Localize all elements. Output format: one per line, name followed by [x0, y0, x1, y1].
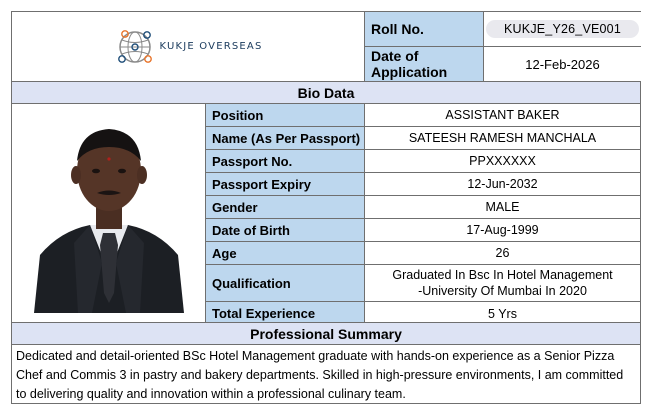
divider [12, 81, 640, 82]
divider [12, 322, 640, 323]
date-value: 12-Feb-2026 [484, 47, 641, 81]
photo-cell [12, 104, 205, 322]
qualification-line: -University Of Mumbai In 2020 [418, 284, 587, 298]
field-label: Passport No. [206, 150, 364, 172]
field-label: Position [206, 104, 364, 126]
field-value: 12-Jun-2032 [365, 173, 640, 195]
qualification-line: Graduated In Bsc In Hotel Management [392, 268, 613, 282]
field-label: Gender [206, 196, 364, 218]
field-value: SATEESH RAMESH MANCHALA [365, 127, 640, 149]
globe-logo-icon [114, 26, 156, 68]
logo-area [12, 12, 365, 81]
divider [364, 103, 365, 323]
divider [483, 12, 484, 82]
field-label: Total Experience [206, 302, 364, 325]
summary-title: Professional Summary [12, 323, 640, 344]
roll-value-cell [484, 12, 641, 46]
divider [364, 12, 365, 82]
field-value: 17-Aug-1999 [365, 219, 640, 241]
field-label: Name (As Per Passport) [206, 127, 364, 149]
field-value: MALE [365, 196, 640, 218]
divider [12, 103, 640, 104]
field-value: PPXXXXXX [365, 150, 640, 172]
bio-data-title: Bio Data [12, 82, 640, 103]
divider [205, 103, 206, 323]
divider [364, 46, 641, 47]
roll-value: KUKJE_Y26_VE001 [486, 20, 639, 38]
field-label: Passport Expiry [206, 173, 364, 195]
biodata-sheet [11, 11, 641, 404]
field-value: ASSISTANT BAKER [365, 104, 640, 126]
field-label: Qualification [206, 265, 364, 301]
applicant-photo [30, 113, 188, 313]
logo-text: KUKJE OVERSEAS [159, 41, 263, 52]
divider [12, 344, 640, 345]
field-value [365, 265, 640, 301]
field-value: 26 [365, 242, 640, 264]
field-label: Age [206, 242, 364, 264]
field-label: Date of Birth [206, 219, 364, 241]
roll-label: Roll No. [365, 12, 484, 46]
summary-text: Dedicated and detail-oriented BSc Hotel Management graduate with hands-on experience as a Senior Pizza Chef and Commis 3 in pastry and bakery departments. Skilled in high-pressure environments, I am committed to delivering quality and innovation within a professional culinary team. [16, 349, 624, 401]
date-label: Date of Application [365, 47, 484, 81]
field-value: 5 Yrs [365, 302, 640, 325]
